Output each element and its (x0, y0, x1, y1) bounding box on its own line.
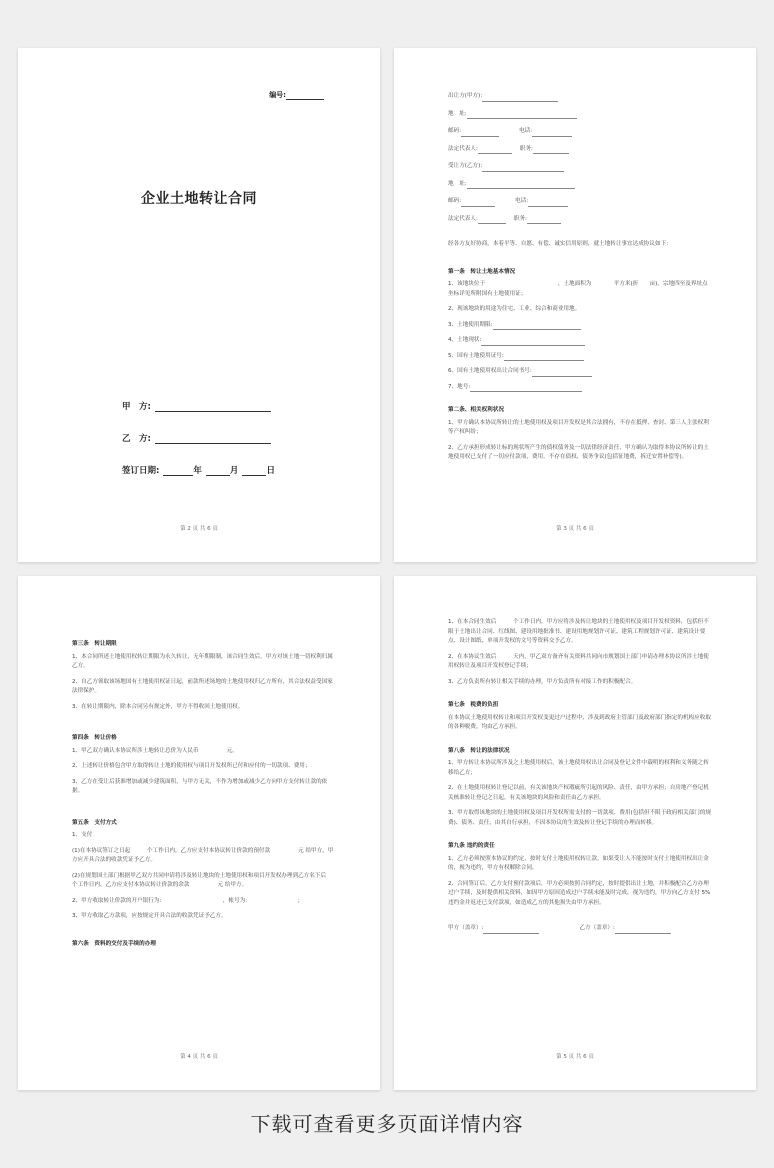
section-3-item-3: 3、在转让期限内，除本合同另有规定外，甲方不得收回土地使用权。 (72, 703, 244, 710)
party-a-blank (155, 401, 271, 412)
page-footer: 第 5 页 共 6 页 (556, 1054, 594, 1060)
blank (461, 198, 495, 207)
item-label: 6、国有土地使用权出让合同书号: (448, 368, 532, 374)
section-5-item-4: 2、甲方收取转让价款的开户银行为: ，帐号为: ； (72, 897, 304, 904)
blank (461, 128, 499, 137)
section-4-item-2: 2、上述转让价格包含甲方取得转让土地的使用权与项目开发权所已付和应付的一切款项、费用； (72, 763, 311, 769)
line-label: 法定代表人: (448, 145, 478, 152)
sign-date-label: 签订日期: (122, 466, 160, 476)
section-4-item-3: 3、乙方在受让后获准增加或减少建筑面积，与甲方无关，不作为增加或减少乙方向甲方支付转让款的依据。 (72, 778, 328, 794)
party-a-line (122, 400, 271, 412)
year-label: 年 (193, 466, 202, 476)
blank (478, 215, 506, 224)
signature-line (448, 924, 712, 934)
section-1-title: 第一条 转让土地基本情况 (448, 268, 516, 275)
section-2-item-2: 2、乙方承担形成转让标的现状所产生的债权债务及一切法律经济责任，甲方确认为取得本协议所转让的土地使用权已支付了一切应付款项，费用，不存在债权、债务争议(包括征地费，拆迁安置补偿等)。 (448, 444, 709, 460)
line-label: 电话: (519, 128, 533, 134)
day-blank (242, 465, 266, 476)
month-blank (206, 465, 230, 476)
line-label: 法定代表人: (448, 215, 478, 222)
line-label: 地 址: (448, 180, 467, 187)
item-label: 5、国有土地使用证号: (448, 352, 504, 359)
line-label: 电话: (515, 198, 529, 204)
blank (527, 215, 561, 224)
blank (493, 321, 581, 330)
section-1-item-3 (448, 321, 712, 331)
line-label: 职务: (513, 215, 527, 222)
section-9-item-2: 2、合同签订后，乙方支付预付款项后，甲方必须按照合同约定，按时提供出让土地，并积极配合乙方办理过户手续，及时提供相关资料，如因甲方原因造成过户手续未能及时完成，视为违约，甲方向乙方支付 5%违约金并返还已支付款项，如造成乙方的其他损失由甲方承担。 (448, 880, 711, 906)
section-6-title: 第六条 资料的交付及手续的办理 (72, 940, 156, 947)
seller-line (448, 92, 712, 102)
section-8-item-1: 1、甲方转让本协议所涉及之土地使用权后，该土地使用权出让合同及登记文件中载明的权利和义务随之转移给乙方； (448, 760, 709, 776)
section-6-item-1: 1、在本合同生效后 个工作日内，甲方应将涉及转让地块的土地使用权及项目开发权资料，包括但不限于土地出让合同、红线图、建设用地批准书、建设用地规划许可证、建筑工程规划许可证、建筑设计要点、设计图纸、单项开发权的文号等资料交予乙方。 (448, 619, 709, 644)
blank (470, 383, 582, 392)
page-parties (394, 48, 756, 562)
blank (528, 198, 568, 207)
page-terms-a (18, 576, 380, 1090)
section-5-item-1: 1、支付 (72, 832, 93, 838)
section-6-item-2: 2、在本协议生效后 天内，甲乙双方备齐有关资料共同向市规划国土部门申请办理本协议所涉土地使用权转让及项目开发权登记手续； (448, 653, 709, 669)
line-label: 邮码: (448, 128, 462, 134)
section-7-title: 第七条 税费的负担 (448, 702, 499, 708)
blank (482, 163, 564, 172)
day-label: 日 (266, 466, 275, 476)
page-terms-b (394, 576, 756, 1090)
party-a-seal-blank (483, 925, 539, 934)
section-9-item-1: 1、乙方必须按照本协议的约定，按时支付土地使用权转让款。如果受让人不能按时支付土地使用权出让金的，视为违约，甲方有权解除合同。 (448, 855, 709, 871)
blank (533, 145, 569, 154)
sign-date-line (122, 464, 275, 476)
month-label: 月 (229, 466, 239, 476)
blank (478, 145, 512, 154)
section-8-title: 第八条 转让的法律状况 (448, 747, 510, 754)
blank (532, 368, 592, 377)
seller-address-line (448, 110, 712, 120)
section-9-title: 第九条 违约的责任 (448, 843, 495, 849)
section-7-item-1: 在本协议土地使用权转让和项目开发权变更过户过程中，涉及到政府主管部门及政府部门指定的机构应收取的各种税费，均由乙方承担。 (448, 714, 711, 730)
section-2-item-1: 1、甲方确认本协议所转让的土地使用权及项目开发权是其合法拥有，不存在抵押、查封、第三人主张权利等产权纠纷； (448, 419, 709, 435)
page-footer: 第 2 页 共 6 页 (180, 526, 218, 532)
section-2-title: 第二条、相关权利状况 (448, 407, 504, 413)
section-1-item-6 (448, 367, 712, 377)
party-b-seal-blank (615, 925, 671, 934)
section-5-item-2: (1)在本协议签订之日起 个工作日内，乙方应支付本协议转让价款的预付款 元 给甲方，甲方应开具合法的收款凭证予乙方。 (72, 847, 334, 863)
section-3-title: 第三条 转让期限 (72, 641, 117, 647)
party-b-line (122, 432, 271, 444)
seller-rep-line (448, 145, 712, 155)
section-4-item-1: 1、甲乙双方确认本协议所涉土地转让总价为人民币 元。 (72, 747, 238, 754)
line-label: 出让方(甲方): (448, 93, 483, 99)
blank (467, 180, 575, 189)
buyer-rep-line (448, 215, 712, 225)
blank (504, 352, 584, 361)
blank (532, 128, 572, 137)
line-label: 职务: (519, 145, 533, 152)
blank (467, 110, 577, 119)
code-blank (286, 91, 324, 100)
section-6-item-3: 3、乙方负责所有转让相关手续的办理，甲方负责所有对接工作的积极配合。 (448, 678, 637, 685)
line-label: 邮码: (448, 198, 462, 204)
page-footer: 第 3 页 共 6 页 (556, 526, 594, 532)
section-1-item-5 (448, 352, 712, 362)
buyer-address-line (448, 180, 712, 190)
item-label: 3、土地使用期限: (448, 321, 493, 328)
line-label: 受让方(乙方): (448, 163, 483, 169)
page-cover (18, 48, 380, 562)
item-label: 4、土地现状: (448, 337, 482, 343)
section-1-item-4 (448, 336, 712, 346)
party-a-label: 甲 方: (122, 402, 151, 412)
section-1-item-7 (448, 383, 712, 393)
code-label: 编号: (269, 91, 286, 99)
section-3-item-2: 2、自乙方领取该场地国有土地使用权证日起，前款所述场地的土地使用权归乙方所有，其合法权益受国家法律保护。 (72, 678, 333, 694)
section-1-item-2: 2、现该地块的用途为住宅、工业、综合和商业用地。 (448, 306, 581, 312)
party-b-seal-label: 乙方（盖章）: (579, 925, 615, 931)
section-1-item-1: 1、该地块位于 ，土地面积为 平方米(折 亩)。宗地四至及界址点坐标详见所附国有土地使用证； (448, 281, 708, 297)
section-3-item-1: 1、本合同所述土地使用权转让期限为永久转让，无年期限制，该合同生效后，甲方对该土地一切权利归属乙方。 (72, 653, 333, 669)
section-4-title: 第四条 转让价格 (72, 735, 117, 741)
section-8-item-2: 2、在土地使用权转让登记以前，有关该地块产权瑕疵所引起的风险、责任，由甲方承担；自房地产登记机关核准转让登记之日起，有关该地块的风险和责任由乙方承担。 (448, 785, 709, 801)
buyer-line (448, 162, 712, 172)
section-8-item-3: 3、甲方取得该地块的土地使用权及项目开发权所需支付的一切款项、费用(包括但不限于政府相关部门的规费)、债务、责任，由其自行承担，不因本协议的生效及转让登记手续的办理而转移。 (448, 810, 712, 826)
section-5-item-5: 3、甲方收取乙方款项，应按规定开具合法的收款凭证予乙方。 (72, 913, 227, 919)
section-5-title: 第五条 支付方式 (72, 819, 117, 826)
item-label: 7、地号: (448, 383, 471, 390)
party-a-seal-label: 甲方（盖章）: (448, 925, 484, 931)
contract-number (269, 90, 324, 100)
party-b-label: 乙 方: (122, 434, 151, 444)
section-5-item-3: (2)在规划国土部门根据甲乙双方共同申请将涉及转让地块的土地使用权和项目开发权办理到乙方名下后 个工作日内，乙方应支付本协议转让价款的余款 元 给甲方。 (72, 872, 343, 888)
blank (482, 93, 558, 102)
seller-post-line (448, 127, 712, 137)
intro-paragraph: 经各方友好协商，本着平等、自愿、有偿、诚实信用原则，就土地转让事宜达成协议如下： (448, 241, 672, 247)
year-blank (163, 465, 193, 476)
contract-title: 企业土地转让合同 (141, 191, 257, 207)
download-caption[interactable]: 下载可查看更多页面详情内容 (250, 1112, 524, 1136)
blank (481, 337, 585, 346)
line-label: 地 址: (448, 110, 467, 117)
buyer-post-line (448, 197, 712, 207)
party-b-blank (155, 433, 271, 444)
page-footer: 第 4 页 共 6 页 (180, 1054, 218, 1060)
